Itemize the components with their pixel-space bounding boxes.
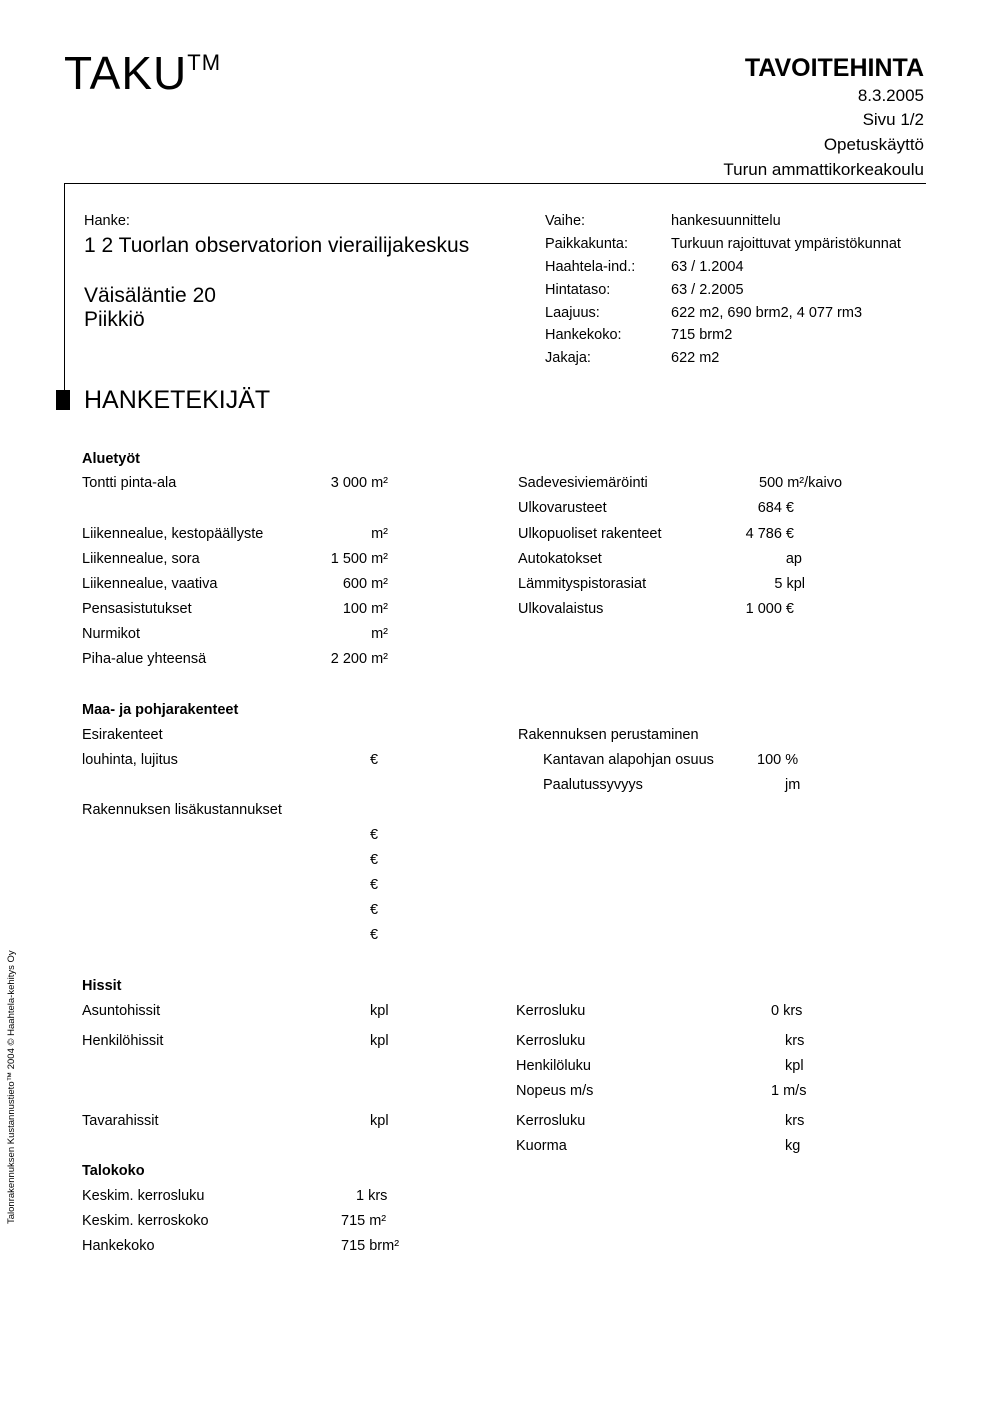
aluetyot-value: 4 786 € (745, 526, 794, 542)
euro-value: € (370, 927, 379, 943)
hissit-value: kpl (785, 1058, 804, 1074)
detail-label: Vaihe: (545, 213, 586, 229)
section-title: HANKETEKIJÄT (84, 386, 271, 414)
detail-value: 715 brm2 (671, 327, 733, 343)
aluetyot-value: 3 000 m² (330, 475, 388, 491)
project-name: 1 2 Tuorlan observatorion vierailijakeskus (84, 234, 470, 257)
aluetyot-label: Lämmityspistorasiat (518, 576, 647, 592)
lisakustannukset-label: Rakennuksen lisäkustannukset (82, 802, 282, 818)
perustaminen-label: Rakennuksen perustaminen (518, 727, 699, 743)
aluetyot-value: 2 200 m² (330, 651, 388, 667)
aluetyot-label: Ulkopuoliset rakenteet (518, 526, 662, 542)
paalutus-value: jm (785, 777, 801, 793)
aluetyot-value: m² (371, 526, 388, 542)
talokoko-value: 1 krs (356, 1188, 388, 1204)
detail-value: 63 / 1.2004 (671, 259, 744, 275)
tavarahissit-label: Tavarahissit (82, 1113, 159, 1129)
detail-value: hankesuunnittelu (671, 213, 781, 229)
header-divider (64, 183, 926, 184)
talokoko-label: Hankekoko (82, 1238, 155, 1254)
usage-note: Opetuskäyttö (823, 135, 924, 154)
detail-label: Jakaja: (545, 350, 591, 366)
aluetyot-heading: Aluetyöt (82, 451, 140, 467)
page-number: Sivu 1/2 (862, 110, 924, 129)
copyright-note: Talonrakennuksen Kustannustieto™ 2004 © Haahtela-kehitys Oy (6, 950, 17, 1224)
project-label: Hanke: (84, 213, 130, 229)
esirakenteet-label: Esirakenteet (82, 727, 163, 743)
detail-value: 622 m2, 690 brm2, 4 077 rm3 (671, 305, 863, 321)
hissit-value: krs (785, 1033, 805, 1049)
kantava-label: Kantavan alapohjan osuus (543, 752, 714, 768)
aluetyot-label: Liikennealue, sora (82, 551, 200, 567)
aluetyot-label: Nurmikot (82, 626, 141, 642)
organization: Turun ammattikorkeakoulu (723, 160, 924, 179)
aluetyot-value: 1 000 € (745, 601, 794, 617)
aluetyot-value: 1 500 m² (330, 551, 388, 567)
aluetyot-label: Ulkovarusteet (518, 500, 607, 516)
document-date: 8.3.2005 (857, 86, 924, 105)
hissit-value: kg (785, 1138, 801, 1154)
aluetyot-value: ap (785, 551, 802, 567)
aluetyot-label: Pensasistutukset (82, 601, 192, 617)
hissit-label: Henkilöluku (516, 1058, 591, 1074)
detail-value: 63 / 2.2005 (671, 282, 744, 298)
logo-text: TAKU (64, 47, 188, 99)
hissit-label: Kerrosluku (516, 1033, 586, 1049)
detail-label: Laajuus: (545, 305, 600, 321)
aluetyot-value: 600 m² (342, 576, 388, 592)
louhinta-label: louhinta, lujitus (82, 752, 178, 768)
talokoko-value: 715 brm² (341, 1238, 400, 1254)
maa-heading: Maa- ja pohjarakenteet (82, 702, 239, 718)
aluetyot-label: Autokatokset (518, 551, 602, 567)
talokoko-heading: Talokoko (82, 1163, 145, 1179)
aluetyot-label: Liikennealue, vaativa (82, 576, 218, 592)
detail-value: 622 m2 (671, 350, 720, 366)
hissit-label: Nopeus m/s (516, 1083, 594, 1099)
project-address: Väisäläntie 20 (84, 284, 216, 307)
detail-label: Hankekoko: (545, 327, 622, 343)
hissit-label: Kerrosluku (516, 1003, 586, 1019)
hissit-value: 0 krs (771, 1003, 803, 1019)
hissit-label: Kuorma (516, 1138, 567, 1154)
aluetyot-value: 500 m²/kaivo (759, 475, 843, 491)
talokoko-label: Keskim. kerrosluku (82, 1188, 205, 1204)
henkilohissit-label: Henkilöhissit (82, 1033, 164, 1049)
document-type: TAVOITEHINTA (744, 54, 924, 82)
asuntohissit-label: Asuntohissit (82, 1003, 161, 1019)
talokoko-label: Keskim. kerroskoko (82, 1213, 209, 1229)
euro-value: € (370, 827, 379, 843)
euro-value: € (370, 877, 379, 893)
euro-value: € (370, 902, 379, 918)
aluetyot-label: Tontti pinta-ala (82, 475, 177, 491)
logo (64, 46, 221, 100)
project-city: Piikkiö (84, 308, 145, 331)
hissit-value: 1 m/s (771, 1083, 807, 1099)
asuntohissit-value: kpl (370, 1003, 389, 1019)
aluetyot-value: 5 kpl (774, 576, 805, 592)
hissit-label: Kerrosluku (516, 1113, 586, 1129)
hissit-value: krs (785, 1113, 805, 1129)
kantava-value: 100 % (757, 752, 799, 768)
detail-label: Paikkakunta: (545, 236, 629, 252)
aluetyot-value: 684 € (757, 500, 794, 516)
aluetyot-value: 100 m² (342, 601, 388, 617)
left-divider (64, 183, 65, 393)
aluetyot-value: m² (371, 626, 388, 642)
detail-value: Turkuun rajoittuvat ympäristökunnat (671, 236, 901, 252)
henkilohissit-value: kpl (370, 1033, 389, 1049)
hissit-heading: Hissit (82, 978, 122, 994)
louhinta-value: € (370, 752, 379, 768)
aluetyot-label: Liikennealue, kestopäällyste (82, 526, 264, 542)
paalutus-label: Paalutussyvyys (543, 777, 643, 793)
tavarahissit-value: kpl (370, 1113, 389, 1129)
detail-label: Hintataso: (545, 282, 611, 298)
aluetyot-label: Sadevesiviemäröinti (518, 475, 648, 491)
section-marker (56, 390, 70, 410)
aluetyot-label: Ulkovalaistus (518, 601, 604, 617)
talokoko-value: 715 m² (341, 1213, 387, 1229)
logo-trademark: TM (187, 50, 222, 75)
detail-label: Haahtela-ind.: (545, 259, 636, 275)
aluetyot-label: Piha-alue yhteensä (82, 651, 207, 667)
euro-value: € (370, 852, 379, 868)
